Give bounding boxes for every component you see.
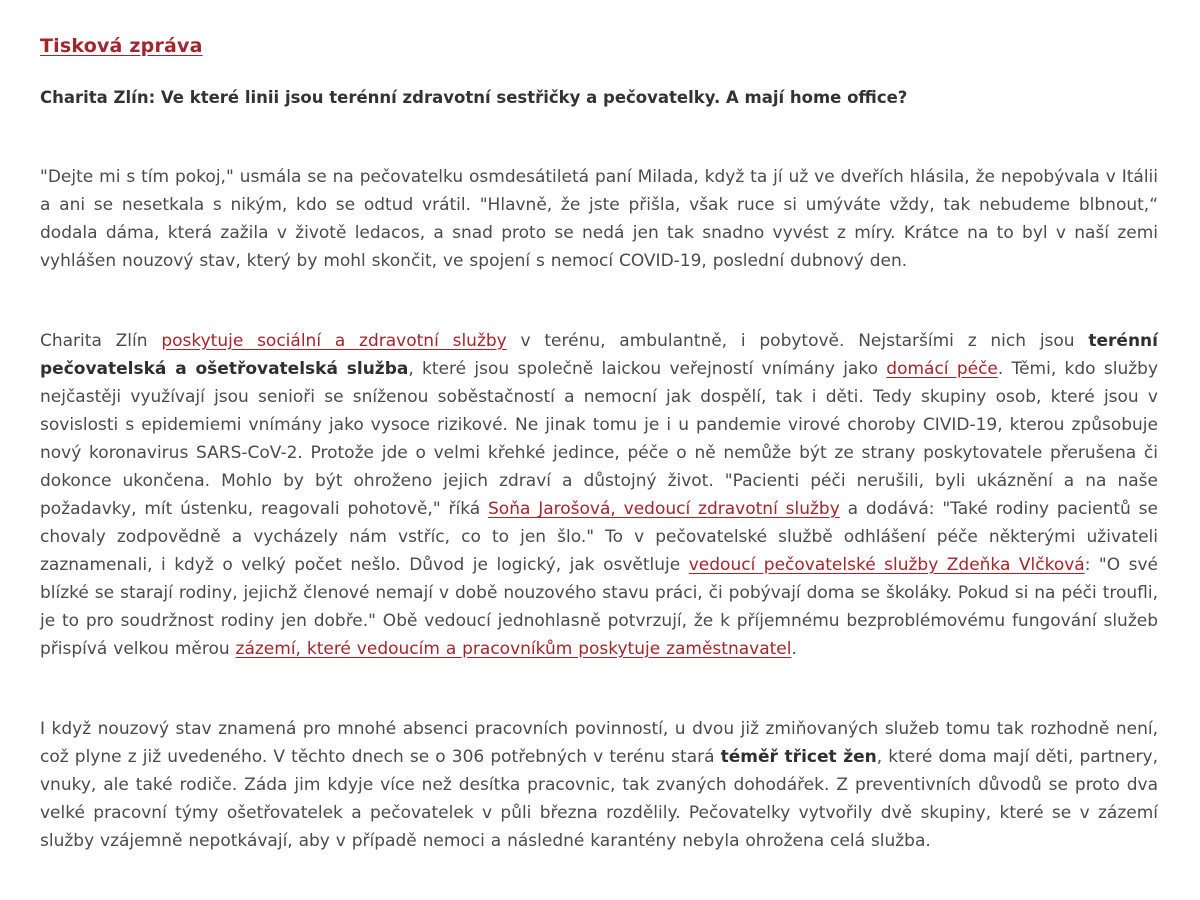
text-segment: . Těmi, kdo služby nejčastěji využívají jsou senioři se sníženou soběstačností a nemocní jak dospělí, tak i děti. Tedy skupiny osob, které jsou v sovislosti s epidemiemi vnímány jako vysoce rizikové. Ne jinak tomu je i u pandemie virové choroby CIVID-19, kterou způsobuje nový koronavirus SARS-CoV-2. Protože jde o velmi křehké jedince, péče o ně nemůže být ze strany poskytovatele přerušena či dokonce ukončena. Mohlo by být ohroženo jejich zdraví a důstojný život. "Pacienti péči nerušili, byli ukáznění a na naše požadavky, mít ústenku, reagovali pohotově," říká — [40, 359, 1159, 519]
press-release-heading[interactable]: Tisková zpráva — [40, 35, 203, 57]
paragraph-intro — [40, 163, 1158, 275]
link-sona-jarosova[interactable]: Soňa Jarošová, vedoucí zdravotní služby — [488, 499, 840, 519]
link-employer-background[interactable]: zázemí, které vedoucím a pracovníkům poskytuje zaměstnavatel — [235, 639, 792, 659]
text-segment: I když nouzový stav znamená pro mnohé absenci pracovních povinností, u dvou již zmiňovaných služeb tomu tak rozhodně není, což plyne z již uvedeného. V těchto dnech se o 306 potřebných v terénu stará — [40, 719, 1158, 767]
paragraph-intro-text: "Dejte mi s tím pokoj," usmála se na pečovatelku osmdesátiletá paní Milada, když ta jí už ve dveřích hlásila, že nepobývala v Itálii a ani se nesetkala s nikým, kdo se odtud vrátil. "Hlavně, že jste přišla, však ruce si umýváte vždy, tak nebudeme blbnout,“ dodala dáma, která zažila v životě ledacos, a snad proto se nedá jen tak snadno vyvést z míry. Krátce na to byl v naší zemi vyhlášen nouzový stav, který by mohl skončit, ve spojení s nemocí COVID-19, poslední dubnový den. — [40, 167, 1158, 271]
text-segment: . — [791, 639, 797, 659]
link-zdenka-vlckova[interactable]: vedoucí pečovatelské služby Zdeňka Vlčková — [688, 555, 1085, 575]
bold-segment: terénní pečovatelská a ošetřovatelská služba — [40, 331, 1158, 379]
text-segment: a dodává: "Také rodiny pacientů se chovaly zodpovědně a vycházely nám vstříc, co to jen šlo." To v pečovatelské službě odhlášení péče některými uživateli zaznamenali, i když o velký počet nešlo. Důvod je logický, jak osvětluje — [40, 499, 1158, 575]
paragraph-services — [40, 327, 1158, 663]
text-segment: , které jsou společně laickou veřejností vnímány jako — [408, 359, 887, 379]
link-social-health-services[interactable]: poskytuje sociální a zdravotní služby — [161, 331, 507, 351]
text-segment: , které doma mají děti, partnery, vnuky, ale také rodiče. Záda jim kdyje více než desítka pracovnic, tak zvaných dohodářek. Z preventivních důvodů se proto dva velké pracovní týmy ošetřovatelek a pečovatelek v půli března rozdělily. Pečovatelky vytvořily dvě skupiny, které se v zázemí služby vzájemně nepotkávají, aby v případě nemoci a následné karantény nebyla ohrožena celá služba. — [40, 747, 1158, 851]
paragraph-staff — [40, 715, 1158, 855]
press-release-page — [40, 0, 1158, 855]
article-subtitle: Charita Zlín: Ve které linii jsou terénní zdravotní sestřičky a pečovatelky. A mají home office? — [40, 88, 908, 107]
bold-segment: téměř třicet žen — [720, 747, 877, 767]
text-segment: v terénu, ambulantně, i pobytově. Nejstaršími z nich jsou — [506, 331, 1089, 351]
text-segment: Charita Zlín — [40, 331, 162, 351]
link-home-care[interactable]: domácí péče — [886, 359, 998, 379]
text-segment: : "O své blízké se starají rodiny, jejichž členové nemají v době nouzového stavu práci, či pobývají doma se školáky. Pokud si na péči troufli, je to pro soudržnost rodiny jen dobře." Obě vedoucí jednohlasně potvrzují, že k příjemnému bezproblémovému fungování služeb přispívá velkou měrou — [40, 555, 1158, 659]
